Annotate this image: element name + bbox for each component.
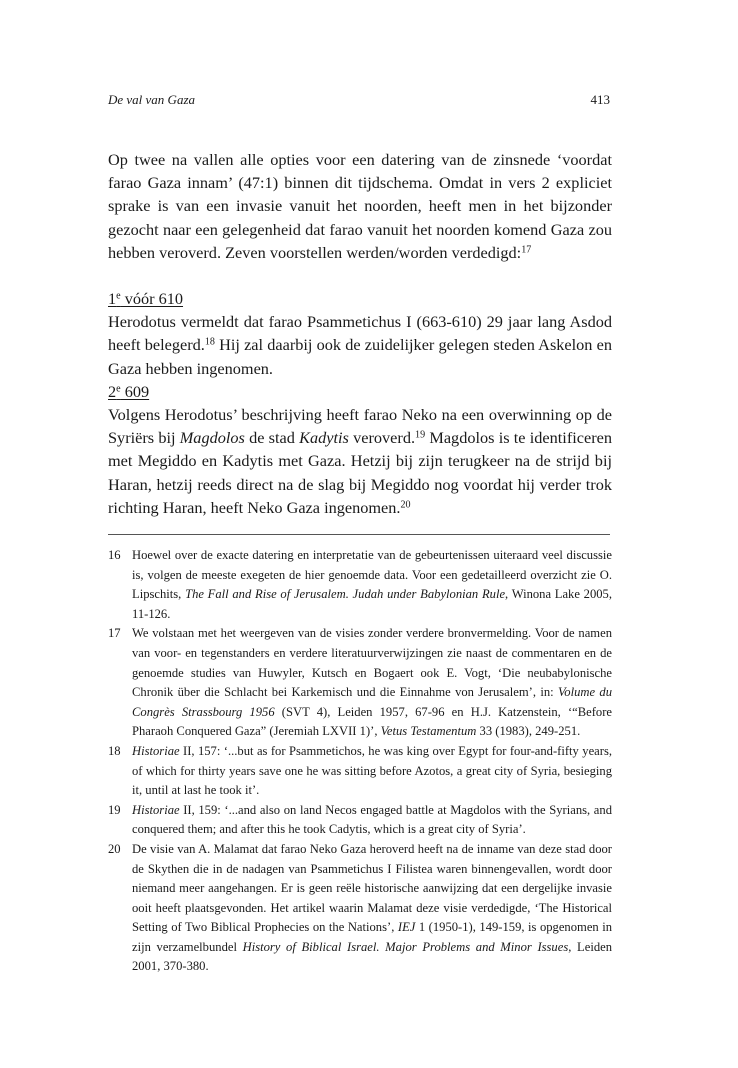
footnote-19 bbox=[108, 801, 612, 840]
footnote-number: 18 bbox=[108, 743, 121, 758]
section-paragraph-1: Herodotus vermeldt dat farao Psammetichus I (663-610) 29 jaar lang Asdod heeft belegerd.$^{18}$ Hij zal daarbij ook de zuidelijker gelegen steden Askelon en Gaza hebben ingenomen. bbox=[108, 312, 612, 378]
footnote-20 bbox=[108, 840, 612, 977]
intro-paragraph: Op twee na vallen alle opties voor een datering van de zinsnede ‘voordat farao Gaza innam’ (47:1) binnen dit tijdschema. Omdat in vers 2 expliciet sprake is van een invasie vanuit het noorden, heeft men in het bijzonder gezocht naar een gelegenheid dat farao vanuit het noorden komend Gaza zou hebben veroverd. Zeven voorstellen werden/worden verdedigd:$^{17}$ bbox=[108, 150, 612, 262]
section-paragraph-2: Volgens Herodotus’ beschrijving heeft farao Neko na een overwinning op de Syriërs bij Magdolos de stad Kadytis veroverd.$^{19}$ Magdolos is te identificeren met Megiddo en Kadytis met Gaza. Hetzij bij zijn terugkeer na de strijd bij Haran, hetzij reeds direct na de slag bij Megiddo nog voordat hij verder trok richting Haran, heeft Neko Gaza ingenomen.$^{20}$ bbox=[108, 405, 613, 517]
footnote-text: Historiae II, 157: ‘...but as for Psammetichos, he was king over Egypt for four-and-fifty years, of which for thirty years save one he was sitting before Azotos, a great city of Syria, besieging it, until at last he took it’. bbox=[132, 743, 612, 798]
footnote-16 bbox=[108, 546, 612, 624]
footnote-18 bbox=[108, 742, 612, 801]
footnote-number: 16 bbox=[108, 548, 121, 562]
footnote-divider bbox=[108, 534, 610, 535]
footnote-number: 19 bbox=[108, 802, 121, 817]
footnote-text: We volstaan met het weergeven van de visies zonder verdere bronvermelding. Voor de namen van voor- en tegenstanders en verdere literatuurverwijzingen zie naast de commentaren en de genoemde studies van Huwyler, Kutsch en Bogaert ook E. Vogt, ‘Die neubabylonische Chronik über die Schlacht bei Karkemisch und die Einnahme von Jerusalem’, in: Volume du Congrès Strassbourg 1956 (SVT 4), Leiden 1957, 67-96 en H.J. Katzenstein, ‘“Before Pharaoh Conquered Gaza” (Jeremiah LXVII 1)’, Vetus Testamentum 33 (1983), 249-251. bbox=[132, 626, 612, 739]
footnote-ref-17[interactable]: 17 bbox=[521, 244, 532, 256]
footnote-text: De visie van A. Malamat dat farao Neko Gaza heroverd heeft na de inname van deze stad door de Skythen die in de nadagen van Psammetichus I Filistea waren binnengevallen, wordt door niemand meer aangehangen. Er is geen reële historische aanwijzing dat een dergelijke invasie ooit heeft plaatsgevonden. Het artikel waarin Malamat deze visie verdedigde, ‘The Historical Setting of Two Biblical Prophecies on the Nations’, IEJ 1 (1950-1), 149-159, is opgenomen in zijn verzamelbundel History of Biblical Israel. Major Problems and Minor Issues, Leiden 2001, 370-380. bbox=[132, 841, 613, 974]
footnote-text: Hoewel over de exacte datering en interpretatie van de gebeurtenissen uiteraard veel discussie is, volgen de meeste exegeten de hier genoemde data. Voor een gedetailleerd overzicht zie O. Lipschits, The Fall and Rise of Jerusalem. Judah under Babylonian Rule, Winona Lake 2005, 11-126. bbox=[132, 548, 613, 621]
section-heading-2: 2e 609 bbox=[108, 381, 150, 401]
footnote-number: 17 bbox=[108, 626, 121, 641]
running-title: De val van Gaza bbox=[108, 92, 196, 107]
footnote-number: 20 bbox=[108, 841, 121, 856]
running-header bbox=[108, 92, 610, 112]
section-heading-1: 1e vóór 610 bbox=[108, 289, 184, 309]
footnote-ref-18[interactable]: 18 bbox=[204, 336, 215, 348]
footnote-17 bbox=[108, 624, 612, 742]
footnotes bbox=[108, 546, 612, 977]
footnote-ref-20[interactable]: 20 bbox=[400, 499, 411, 511]
footnote-text: Historiae II, 159: ‘...and also on land Necos engaged battle at Magdolos with the Syrians, and conquered them; and after this he took Cadytis, which is a great city of Syria’. bbox=[132, 802, 612, 837]
page-number: 413 bbox=[590, 92, 610, 107]
footnote-ref-19[interactable]: 19 bbox=[415, 429, 426, 441]
main-text bbox=[108, 148, 612, 519]
